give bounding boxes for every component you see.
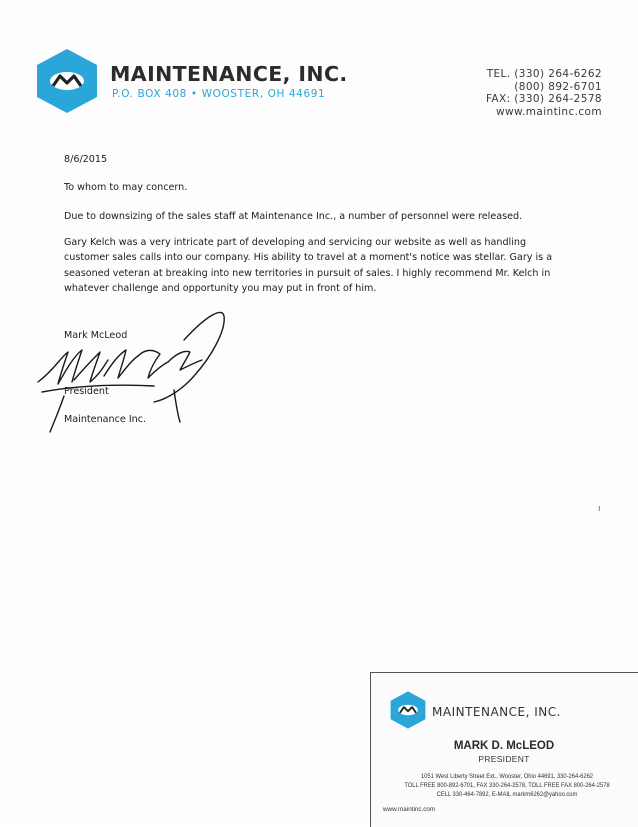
paragraph-2-line: whatever challenge and opportunity you may put in front of him.	[64, 283, 377, 295]
signer-title: President	[64, 386, 109, 397]
card-address-line: 1051 West Liberty Street Ext., Wooster, Ohio 44691, 330-264-6262	[420, 773, 594, 780]
paragraph-2-line: Gary Kelch was a very intricate part of developing and servicing our website as well as handling	[64, 237, 527, 248]
signer-company: Maintenance Inc.	[64, 414, 147, 425]
fax-line: FAX: (330) 264-2578	[485, 93, 602, 105]
paragraph-2	[64, 235, 574, 297]
salutation: To whom to may concern.	[64, 182, 188, 193]
card-cell-line: CELL 330-464-7892, E-MAIL markm6262@yahoo.com	[436, 791, 578, 798]
company-address: P.O. BOX 408 • WOOSTER, OH 44691	[112, 88, 326, 100]
company-name: MAINTENANCE, INC.	[110, 62, 348, 86]
handwritten-signature	[34, 300, 234, 440]
signer-name: Mark McLeod	[64, 330, 128, 341]
card-logo-icon	[390, 690, 426, 730]
scan-mark: ı	[598, 503, 601, 513]
web-line: www.maintinc.com	[496, 105, 602, 118]
card-phone-line: TOLL FREE 800-892-6701, FAX 330-264-2578, TOLL FREE FAX 800-264-2578	[404, 782, 610, 789]
tel-line: TEL. (330) 264-6262	[486, 68, 602, 80]
tollfree-line: (800) 892-6701	[514, 80, 602, 93]
card-company-name: MAINTENANCE, INC.	[432, 705, 561, 719]
card-website: www.maintinc.com	[383, 806, 436, 813]
company-logo-icon	[36, 48, 98, 114]
paragraph-2-line: customer sales calls into our company. His ability to travel at a moment's notice was stellar. Gary is a	[64, 252, 553, 264]
contact-block	[486, 68, 602, 118]
card-person-name: MARK D. McLEOD	[453, 740, 555, 752]
paragraph-2-line: seasoned veteran at breaking into new territories in pursuit of sales. I highly recommend Mr. Kelch in	[64, 267, 551, 279]
letter-date: 8/6/2015	[64, 154, 108, 165]
paragraph-1: Due to downsizing of the sales staff at Maintenance Inc., a number of personnel were released.	[64, 211, 523, 222]
card-person-title: PRESIDENT	[478, 754, 530, 764]
